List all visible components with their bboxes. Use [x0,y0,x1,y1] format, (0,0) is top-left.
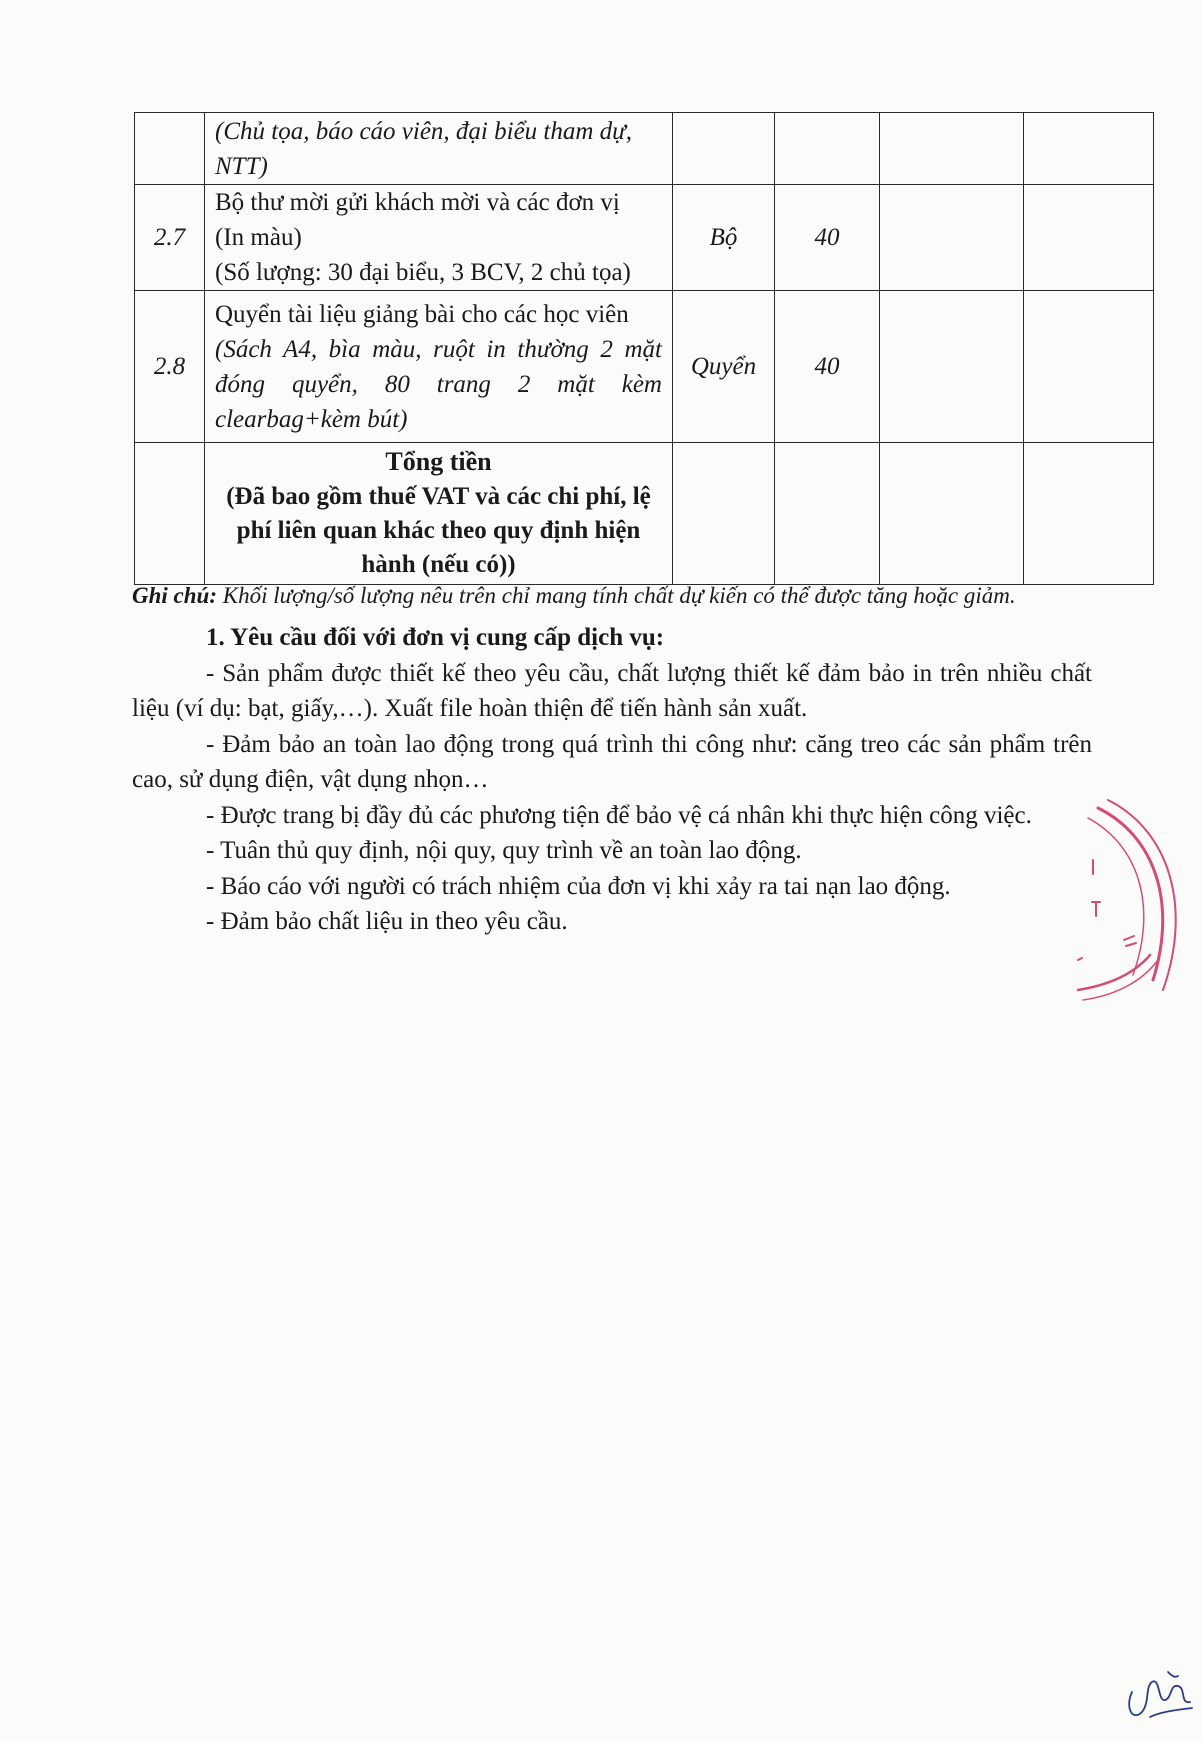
requirement-item: - Đảm bảo chất liệu in theo yêu cầu. [206,908,568,935]
row-empty-cell [880,185,1024,291]
desc-line: (Số lượng: 30 đại biểu, 3 BCV, 2 chủ tọa) [215,259,631,286]
row-unit: Bộ [673,185,775,291]
row-description [205,291,673,443]
row-description [205,113,673,185]
row-number: 2.8 [135,291,205,443]
table-row [135,185,1154,291]
items-table [134,112,1154,585]
desc-line: (In màu) [215,224,302,251]
row-empty-cell [1024,185,1154,291]
row-empty-cell [1024,291,1154,443]
desc-line: Quyển tài liệu giảng bài cho các học viên [215,300,629,328]
requirement-item: - Đảm bảo an toàn lao động trong quá trình thi công như: căng treo các sản phẩm trên cao, sử dụng điện, vật dụng nhọn… [132,730,1092,793]
row-empty-cell [880,291,1024,443]
table-row [135,291,1154,443]
total-label-cell [205,443,673,585]
total-title: Tổng tiền [385,447,492,476]
row-quantity: 40 [775,291,880,443]
table-row [135,113,1154,185]
red-seal-stamp [1058,790,1202,1015]
requirement-item: - Tuân thủ quy định, nội quy, quy trình về an toàn lao động. [206,837,802,864]
requirements-section [132,620,1092,940]
total-row [135,443,1154,585]
row-empty-cell [775,443,880,585]
row-unit [673,113,775,185]
desc-line: (Sách A4, bìa màu, ruột in thường 2 mặt đóng quyển, 80 trang 2 mặt kèm clearbag+kèm bút) [215,335,662,433]
note-text: Khối lượng/số lượng nêu trên chỉ mang tính chất dự kiến có thể được tăng hoặc giảm. [217,583,1016,608]
row-quantity: 40 [775,185,880,291]
requirement-item: - Được trang bị đầy đủ các phương tiện để bảo vệ cá nhân khi thực hiện công việc. [206,801,1032,829]
desc-line: Bộ thư mời gửi khách mời và các đơn vị [215,189,620,216]
row-description [205,185,673,291]
row-empty-cell [880,113,1024,185]
note-label: Ghi chú: [132,583,217,608]
desc-line: (Chủ tọa, báo cáo viên, đại biểu tham dự, [215,117,633,145]
row-unit: Quyển [673,291,775,443]
row-number [135,113,205,185]
requirement-item: - Báo cáo với người có trách nhiệm của đơn vị khi xảy ra tai nạn lao động. [206,872,951,900]
row-number: 2.7 [135,185,205,291]
section-heading: 1. Yêu cầu đối với đơn vị cung cấp dịch vụ: [206,624,665,651]
row-empty-cell [1024,113,1154,185]
row-empty-cell [880,443,1024,585]
table-note [132,583,1172,609]
total-detail: (Đã bao gồm thuế VAT và các chi phí, lệ phí liên quan khác theo quy định hiện hành (nếu có)) [226,483,651,578]
handwritten-signature [1120,1662,1200,1732]
requirement-item: - Sản phẩm được thiết kế theo yêu cầu, chất lượng thiết kế đảm bảo in trên nhiều chất liệu (ví dụ: bạt, giấy,…). Xuất file hoàn thiện để tiến hành sản xuất. [132,659,1092,722]
row-quantity [775,113,880,185]
desc-line: NTT) [215,152,268,180]
row-empty-cell [673,443,775,585]
row-empty-cell [135,443,205,585]
row-empty-cell [1024,443,1154,585]
